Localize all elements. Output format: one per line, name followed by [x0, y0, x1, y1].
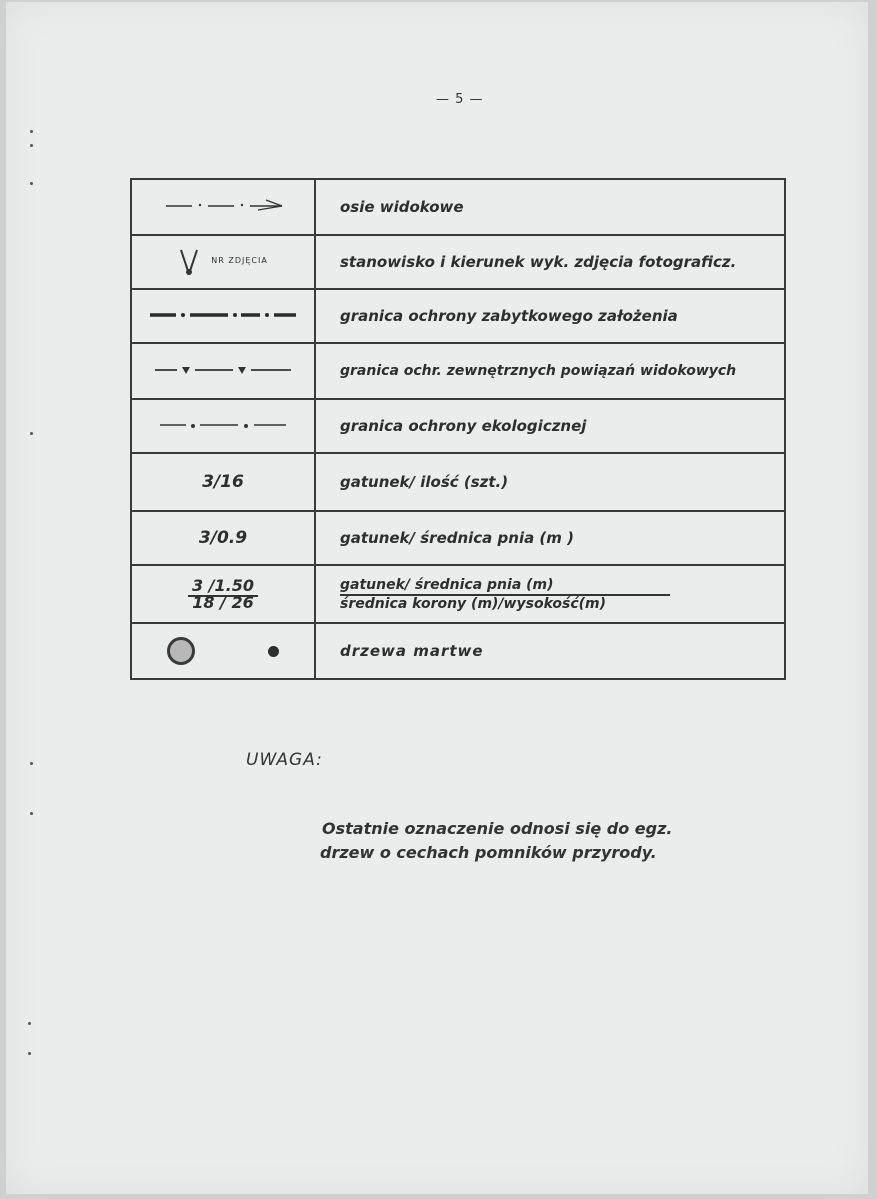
legend-row [131, 623, 785, 679]
legend-description: stanowisko i kierunek wyk. zdjęcia fotograficz. [315, 235, 785, 289]
fraction-denominator: 18 / 26 [192, 592, 254, 612]
species-diameter-symbol: 3/0.9 [198, 528, 248, 548]
legend-description: gatunek/ ilość (szt.) [315, 453, 785, 511]
light-dash-dot-line-icon [158, 418, 288, 432]
page-number: — 5 — [436, 92, 484, 107]
open-circle-icon [167, 637, 195, 665]
note-line-2: drzew o cechach pomników przyrody. [320, 843, 657, 862]
legend-symbol [131, 565, 315, 623]
scan-speck [30, 130, 33, 133]
scan-speck [30, 182, 33, 185]
document-page [6, 2, 868, 1194]
legend-row [131, 453, 785, 511]
scan-speck [30, 812, 33, 815]
legend-row [131, 235, 785, 289]
legend-symbol [131, 511, 315, 565]
legend-description-secondary: średnica korony (m)/wysokość(m) [340, 594, 670, 612]
scan-speck [30, 762, 33, 765]
legend-description: gatunek/ średnica pnia (m ) [315, 511, 785, 565]
legend-row [131, 565, 785, 623]
scan-speck [30, 144, 33, 147]
fraction-symbol [188, 577, 258, 611]
fraction-numerator: 3 /1.50 [188, 576, 258, 597]
legend-row [131, 511, 785, 565]
legend-description-pair [315, 565, 785, 623]
legend-description: drzewa martwe [315, 623, 785, 679]
legend-description: granica ochr. zewnętrznych powiązań widokowych [315, 343, 785, 399]
note-text [322, 817, 742, 865]
note-title: UWAGA: [246, 750, 323, 770]
photo-position-v-icon [178, 247, 200, 277]
dash-dot-arrow-icon [158, 195, 288, 215]
legend-description: granica ochrony ekologicznej [315, 399, 785, 453]
legend-description: granica ochrony zabytkowego założenia [315, 289, 785, 343]
legend-symbol [131, 399, 315, 453]
legend-row [131, 399, 785, 453]
legend-symbol [131, 289, 315, 343]
scan-speck [28, 1052, 31, 1055]
legend-symbol [131, 453, 315, 511]
scan-speck [30, 432, 33, 435]
triangle-dash-line-icon [153, 363, 293, 377]
legend-symbol [131, 179, 315, 235]
legend-row [131, 289, 785, 343]
legend-row [131, 343, 785, 399]
legend-symbol [131, 235, 315, 289]
legend-table [130, 178, 786, 680]
note-line-1: Ostatnie oznaczenie odnosi się do egz. [322, 819, 673, 838]
heavy-dash-dot-line-icon [148, 308, 298, 322]
scan-speck [28, 1022, 31, 1025]
legend-symbol [131, 343, 315, 399]
photo-number-label: NR ZDJĘCIA [211, 255, 268, 265]
species-count-symbol: 3/16 [202, 472, 244, 492]
legend-description: osie widokowe [315, 179, 785, 235]
dead-tree-circles-icon [131, 623, 315, 679]
filled-circle-icon [268, 646, 279, 657]
legend-description: gatunek/ średnica pnia (m) [340, 576, 554, 593]
legend-row [131, 179, 785, 235]
